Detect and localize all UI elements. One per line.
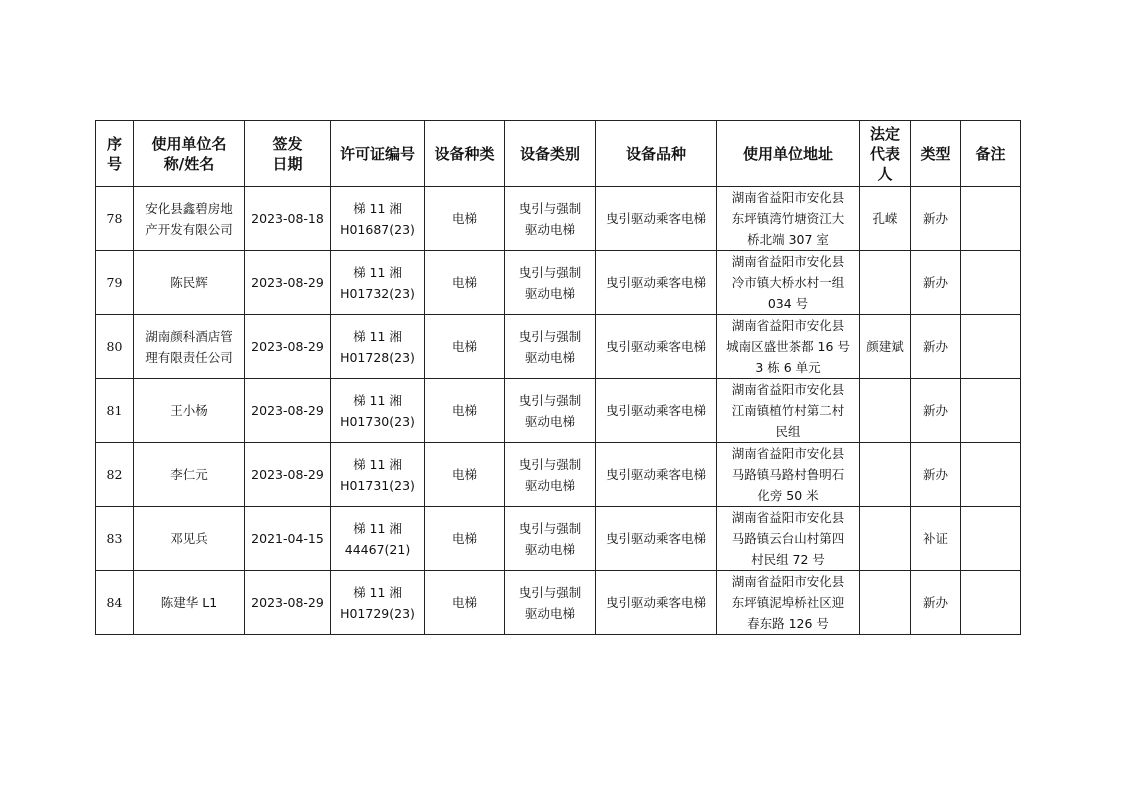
cell-seq: 79: [96, 251, 134, 315]
header-unit-name: 使用单位名 称/姓名: [134, 121, 245, 187]
cell-remarks: [961, 379, 1021, 443]
header-equipment-category: 设备类别: [505, 121, 596, 187]
header-issue-date: 签发 日期: [245, 121, 331, 187]
header-equipment-kind: 设备种类: [425, 121, 505, 187]
cell-issue-date: 2023-08-29: [245, 315, 331, 379]
cell-issue-date: 2023-08-29: [245, 571, 331, 635]
cell-equipment-variety: 曳引驱动乘客电梯: [596, 379, 717, 443]
cell-equipment-category: 曳引与强制 驱动电梯: [505, 315, 596, 379]
cell-unit-name: 湖南颜科酒店管 理有限责任公司: [134, 315, 245, 379]
cell-permit-no: 梯 11 湘 H01728(23): [331, 315, 425, 379]
cell-type: 新办: [911, 315, 961, 379]
cell-remarks: [961, 507, 1021, 571]
header-seq: 序 号: [96, 121, 134, 187]
cell-equipment-variety: 曳引驱动乘客电梯: [596, 571, 717, 635]
cell-remarks: [961, 315, 1021, 379]
table-row: [96, 571, 1021, 635]
cell-equipment-category: 曳引与强制 驱动电梯: [505, 251, 596, 315]
header-remarks: 备注: [961, 121, 1021, 187]
cell-seq: 81: [96, 379, 134, 443]
cell-seq: 78: [96, 187, 134, 251]
cell-legal-rep: [860, 251, 911, 315]
cell-issue-date: 2023-08-18: [245, 187, 331, 251]
cell-type: 新办: [911, 571, 961, 635]
cell-legal-rep: 孔嵘: [860, 187, 911, 251]
cell-equipment-kind: 电梯: [425, 507, 505, 571]
cell-remarks: [961, 443, 1021, 507]
header-permit-no: 许可证编号: [331, 121, 425, 187]
cell-equipment-variety: 曳引驱动乘客电梯: [596, 251, 717, 315]
cell-seq: 83: [96, 507, 134, 571]
cell-type: 新办: [911, 187, 961, 251]
cell-remarks: [961, 187, 1021, 251]
cell-equipment-kind: 电梯: [425, 187, 505, 251]
cell-equipment-category: 曳引与强制 驱动电梯: [505, 571, 596, 635]
header-equipment-variety: 设备品种: [596, 121, 717, 187]
cell-legal-rep: 颜建斌: [860, 315, 911, 379]
cell-address: 湖南省益阳市安化县 东坪镇湾竹塘资江大 桥北端 307 室: [717, 187, 860, 251]
cell-equipment-kind: 电梯: [425, 315, 505, 379]
cell-address: 湖南省益阳市安化县 马路镇马路村鲁明石 化旁 50 米: [717, 443, 860, 507]
cell-address: 湖南省益阳市安化县 城南区盛世茶都 16 号 3 栋 6 单元: [717, 315, 860, 379]
table-row: [96, 315, 1021, 379]
cell-equipment-kind: 电梯: [425, 443, 505, 507]
table-row: [96, 507, 1021, 571]
cell-legal-rep: [860, 571, 911, 635]
cell-permit-no: 梯 11 湘 H01687(23): [331, 187, 425, 251]
cell-unit-name: 陈建华 L1: [134, 571, 245, 635]
cell-permit-no: 梯 11 湘 H01730(23): [331, 379, 425, 443]
cell-legal-rep: [860, 443, 911, 507]
cell-equipment-category: 曳引与强制 驱动电梯: [505, 187, 596, 251]
cell-remarks: [961, 571, 1021, 635]
header-legal-rep: 法定 代表 人: [860, 121, 911, 187]
cell-equipment-variety: 曳引驱动乘客电梯: [596, 507, 717, 571]
cell-permit-no: 梯 11 湘 H01731(23): [331, 443, 425, 507]
cell-permit-no: 梯 11 湘 H01729(23): [331, 571, 425, 635]
header-address: 使用单位地址: [717, 121, 860, 187]
cell-type: 新办: [911, 379, 961, 443]
cell-unit-name: 李仁元: [134, 443, 245, 507]
cell-issue-date: 2021-04-15: [245, 507, 331, 571]
cell-address: 湖南省益阳市安化县 东坪镇泥埠桥社区迎 春东路 126 号: [717, 571, 860, 635]
cell-equipment-kind: 电梯: [425, 379, 505, 443]
cell-legal-rep: [860, 379, 911, 443]
table-row: [96, 443, 1021, 507]
header-row: [96, 121, 1021, 187]
cell-equipment-variety: 曳引驱动乘客电梯: [596, 315, 717, 379]
table-row: [96, 379, 1021, 443]
cell-equipment-category: 曳引与强制 驱动电梯: [505, 443, 596, 507]
cell-seq: 84: [96, 571, 134, 635]
header-type: 类型: [911, 121, 961, 187]
cell-legal-rep: [860, 507, 911, 571]
cell-address: 湖南省益阳市安化县 马路镇云台山村第四 村民组 72 号: [717, 507, 860, 571]
cell-unit-name: 安化县鑫碧房地 产开发有限公司: [134, 187, 245, 251]
cell-equipment-category: 曳引与强制 驱动电梯: [505, 507, 596, 571]
cell-issue-date: 2023-08-29: [245, 251, 331, 315]
cell-issue-date: 2023-08-29: [245, 443, 331, 507]
cell-permit-no: 梯 11 湘 H01732(23): [331, 251, 425, 315]
cell-address: 湖南省益阳市安化县 冷市镇大桥水村一组 034 号: [717, 251, 860, 315]
cell-type: 新办: [911, 443, 961, 507]
table-row: [96, 251, 1021, 315]
cell-unit-name: 邓见兵: [134, 507, 245, 571]
table-row: [96, 187, 1021, 251]
cell-equipment-variety: 曳引驱动乘客电梯: [596, 443, 717, 507]
cell-equipment-category: 曳引与强制 驱动电梯: [505, 379, 596, 443]
cell-seq: 82: [96, 443, 134, 507]
cell-unit-name: 王小杨: [134, 379, 245, 443]
cell-address: 湖南省益阳市安化县 江南镇植竹村第二村 民组: [717, 379, 860, 443]
cell-equipment-variety: 曳引驱动乘客电梯: [596, 187, 717, 251]
cell-type: 补证: [911, 507, 961, 571]
cell-equipment-kind: 电梯: [425, 251, 505, 315]
cell-remarks: [961, 251, 1021, 315]
cell-seq: 80: [96, 315, 134, 379]
cell-unit-name: 陈民辉: [134, 251, 245, 315]
cell-type: 新办: [911, 251, 961, 315]
cell-equipment-kind: 电梯: [425, 571, 505, 635]
permit-table: [95, 120, 1021, 635]
cell-permit-no: 梯 11 湘 44467(21): [331, 507, 425, 571]
cell-issue-date: 2023-08-29: [245, 379, 331, 443]
